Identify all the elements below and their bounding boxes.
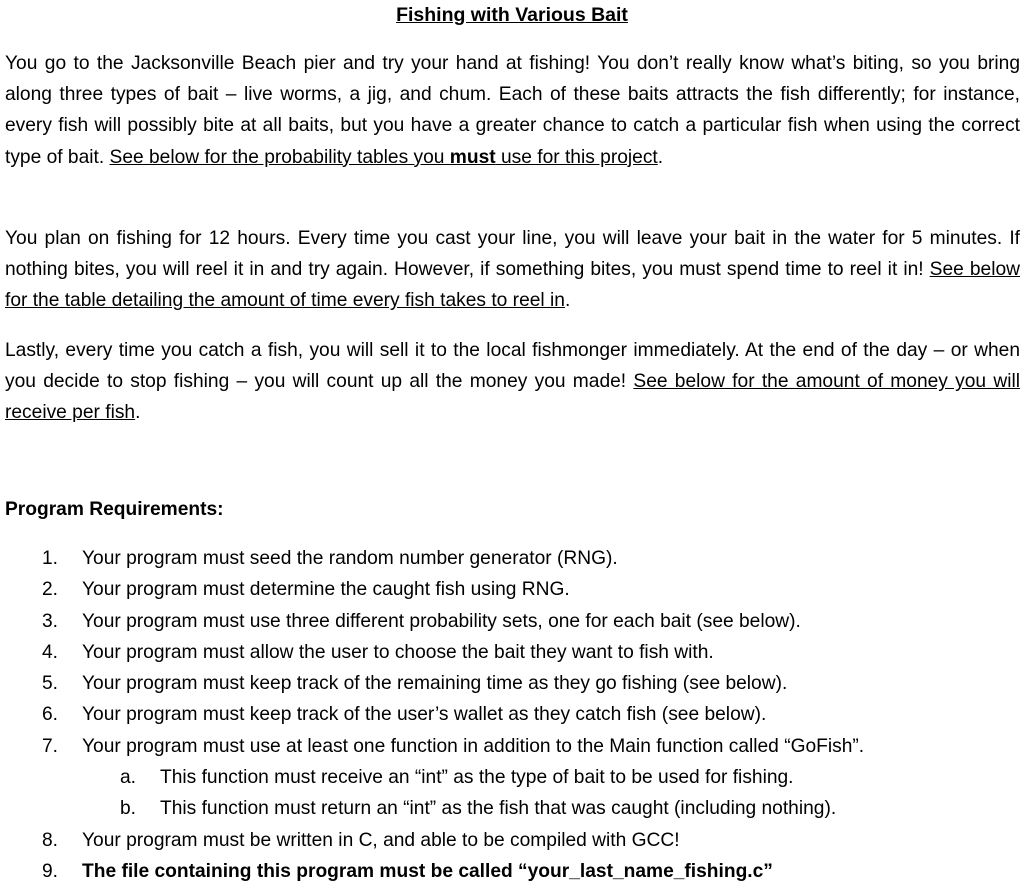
requirement-text: The file containing this program must be called “your_last_name_fishing.c” [82, 860, 773, 882]
requirement-text: Your program must be written in C, and able to be compiled with GCC! [82, 829, 680, 851]
money-reference: See below for the amount of money you will receive per fish [5, 371, 1020, 424]
requirement-number: 1. [42, 548, 59, 569]
probability-reference-text-b: use for this project [495, 146, 658, 168]
requirement-text: Your program must seed the random number generator (RNG). [82, 548, 618, 569]
probability-reference-emphasis: must [449, 146, 496, 168]
requirement-number: 2. [42, 579, 59, 601]
requirement-subitem [0, 793, 1024, 824]
requirement-sub-text: This function must return an “int” as the fish that was caught (including nothing). [160, 798, 837, 820]
requirement-text: Your program must use three different probability sets, one for each bait (see below). [82, 610, 801, 632]
requirement-item-filename [0, 856, 1024, 887]
requirement-text: Your program must determine the caught fish using RNG. [82, 579, 570, 601]
time-text: You plan on fishing for 12 hours. Every time you cast your line, you will leave your bait in the water for 5 minutes. If nothing bites, you will reel it in and try again. However, if something bites, you must spend time to reel it in! [5, 228, 1020, 281]
requirements-list [0, 543, 1024, 887]
intro-text: You go to the Jacksonville Beach pier and try your hand at fishing! You don’t really know what’s biting, so you bring along three types of bait – live worms, a jig, and chum. Each of these baits attracts the fish differently; for instance, every fish will possibly bite at all baits, but you have a greater chance to catch a particular fish when using the correct type of bait. [5, 53, 1020, 168]
requirement-sub-letter: b. [120, 798, 137, 820]
requirement-number: 5. [42, 673, 59, 695]
reel-time-reference: See below for the table detailing the amount of time every fish takes to reel in [5, 259, 1020, 312]
requirement-number: 9. [42, 860, 59, 882]
requirement-item [0, 543, 1024, 574]
time-end: . [564, 290, 571, 312]
money-end: . [135, 402, 141, 424]
requirement-number: 6. [42, 704, 59, 726]
requirement-sub-letter: a. [120, 767, 137, 789]
requirement-subitem [0, 762, 1024, 793]
intro-end: . [657, 146, 664, 168]
requirement-number: 8. [42, 829, 59, 851]
probability-reference-text-a: See below for the probability tables you [109, 146, 450, 168]
requirement-item [0, 699, 1024, 730]
requirement-item [0, 825, 1024, 856]
requirement-number: 7. [42, 735, 59, 757]
probability-tables-reference [110, 147, 658, 168]
requirement-item [0, 574, 1024, 605]
requirement-text: Your program must keep track of the user’s wallet as they catch fish (see below). [82, 704, 767, 726]
requirement-item [0, 731, 1024, 762]
requirements-heading: Program Requirements: [5, 499, 224, 520]
page-title: Fishing with Various Bait [396, 4, 628, 26]
money-paragraph [5, 335, 1020, 429]
requirement-text: Your program must allow the user to choose the bait they want to fish with. [82, 641, 714, 663]
requirement-item [0, 668, 1024, 699]
money-text: Lastly, every time you catch a fish, you will sell it to the local fishmonger immediately. At the end of the day – or when you decide to stop fishing – you will count up all the money you made! [5, 340, 1020, 393]
requirement-number: 3. [42, 610, 59, 632]
requirement-sub-text: This function must receive an “int” as the type of bait to be used for fishing. [160, 767, 794, 789]
requirement-text: Your program must use at least one function in addition to the Main function called “GoFish”. [82, 735, 865, 757]
requirement-item [0, 606, 1024, 637]
requirement-item [0, 637, 1024, 668]
time-paragraph [5, 223, 1020, 317]
requirement-text: Your program must keep track of the remaining time as they go fishing (see below). [82, 673, 788, 695]
intro-paragraph [5, 48, 1020, 173]
requirement-number: 4. [42, 641, 59, 663]
